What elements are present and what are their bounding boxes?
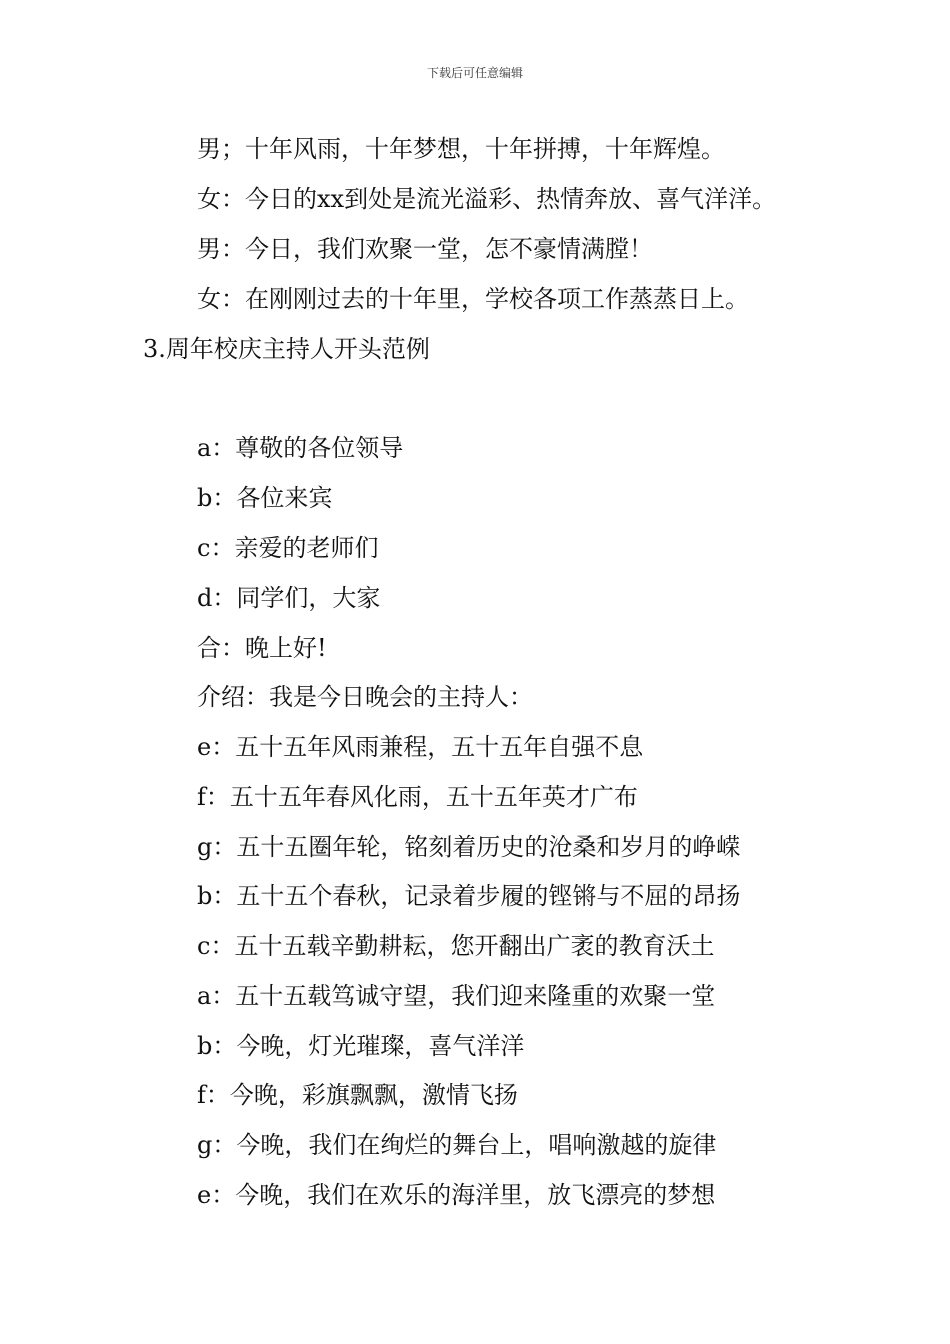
dialogue-line: 合：晚上好! — [197, 634, 327, 662]
dialogue-line: c：五十五载辛勤耕耘，您开翻出广袤的教育沃土 — [197, 932, 715, 960]
dialogue-line: e：今晚，我们在欢乐的海洋里，放飞漂亮的梦想 — [197, 1181, 716, 1209]
dialogue-line: 女：今日的xx到处是流光溢彩、热情奔放、喜气洋洋。 — [197, 185, 777, 213]
dialogue-line: c：亲爱的老师们 — [197, 534, 379, 562]
dialogue-line: 男：今日，我们欢聚一堂，怎不豪情满膛！ — [197, 235, 653, 263]
dialogue-line: 介绍：我是今日晚会的主持人： — [197, 683, 533, 711]
dialogue-line: 女：在刚刚过去的十年里，学校各项工作蒸蒸日上。 — [197, 285, 749, 313]
dialogue-line: b：五十五个春秋，记录着步履的铿锵与不屈的昂扬 — [197, 882, 741, 910]
dialogue-line: f：今晚，彩旗飘飘，激情飞扬 — [197, 1081, 518, 1109]
dialogue-line: g：今晚，我们在绚烂的舞台上，唱响激越的旋律 — [197, 1131, 717, 1159]
dialogue-line: b：今晚，灯光璀璨，喜气洋洋 — [197, 1032, 525, 1060]
section-heading: 3.周年校庆主持人开头范例 — [143, 335, 430, 363]
dialogue-line: f：五十五年春风化雨，五十五年英才广布 — [197, 783, 638, 811]
dialogue-line: g：五十五圈年轮，铭刻着历史的沧桑和岁月的峥嵘 — [197, 833, 741, 861]
dialogue-line: d：同学们，大家 — [197, 584, 381, 612]
dialogue-line: e：五十五年风雨兼程，五十五年自强不息 — [197, 733, 644, 761]
dialogue-line: b：各位来宾 — [197, 484, 333, 512]
dialogue-line: a：五十五载笃诚守望，我们迎来隆重的欢聚一堂 — [197, 982, 716, 1010]
page-header: 下载后可任意编辑 — [426, 66, 523, 80]
dialogue-line: a：尊敬的各位领导 — [197, 434, 404, 462]
dialogue-line: 男；十年风雨，十年梦想，十年拼搏，十年辉煌。 — [197, 135, 725, 163]
